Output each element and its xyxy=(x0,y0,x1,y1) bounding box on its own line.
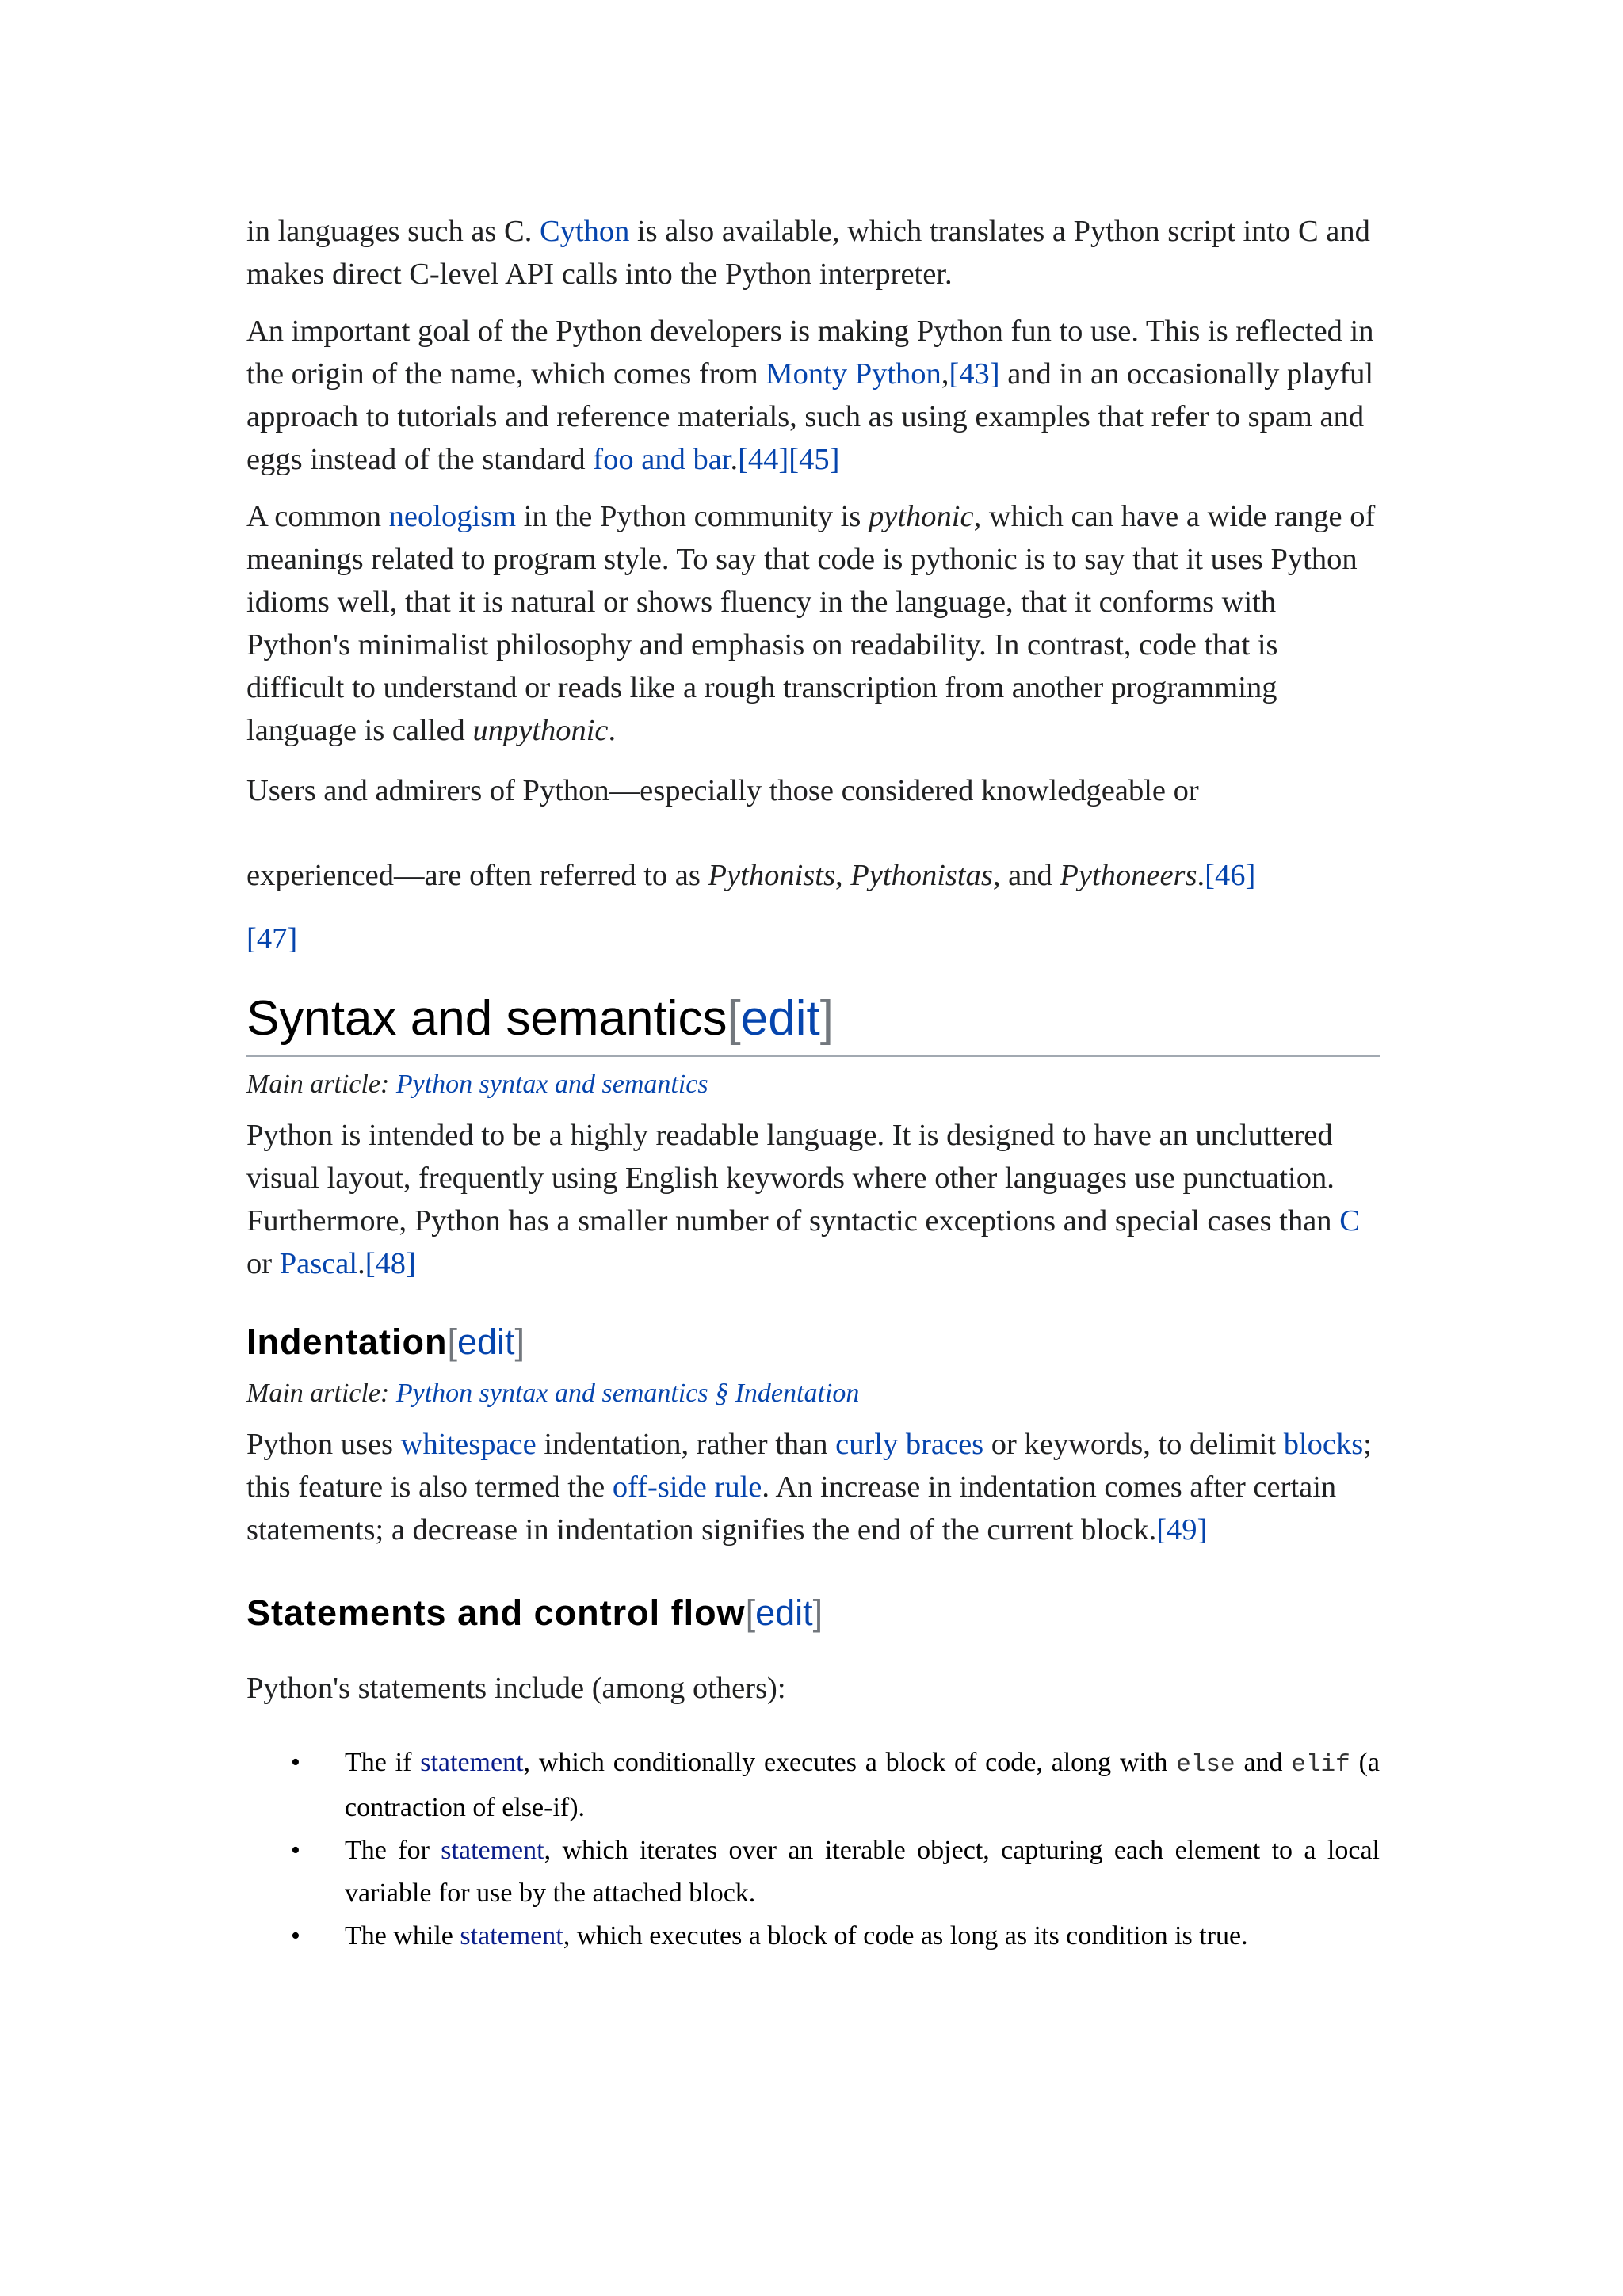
paragraph-fun-to-use: An important goal of the Python developers is making Python fun to use. This is reflected in the origin of the name, which comes from Monty Python,[43] and in an occasionally playful approach to tutorials and reference materials, such as using examples that refer to spam and eggs instead of the standard foo and bar.[44][45] xyxy=(246,315,1374,476)
heading-indentation: Indentation[edit] xyxy=(246,1322,525,1362)
edit-link-statements[interactable]: edit xyxy=(755,1592,813,1633)
bullet-icon: • xyxy=(291,1748,300,1777)
citation-49[interactable]: [49] xyxy=(1156,1513,1208,1547)
link-monty-python[interactable]: Monty Python xyxy=(766,357,941,391)
link-if-statement[interactable]: statement xyxy=(420,1748,524,1777)
citation-43[interactable]: [43] xyxy=(949,357,1000,391)
list-item-while-statement: • The while statement, which executes a block of code as long as its condition is true. xyxy=(345,1915,1380,1958)
bullet-icon: • xyxy=(291,1921,300,1951)
edit-link-syntax[interactable]: edit xyxy=(740,991,820,1046)
edit-section-link: [edit] xyxy=(745,1592,823,1633)
edit-link-indentation[interactable]: edit xyxy=(456,1322,515,1362)
link-c[interactable]: C xyxy=(1339,1204,1360,1238)
code-elif: elif xyxy=(1291,1751,1350,1779)
citation-47[interactable]: [47] xyxy=(246,922,298,955)
edit-section-link: [edit] xyxy=(447,1322,525,1362)
heading-statements-and-control-flow: Statements and control flow[edit] xyxy=(246,1592,823,1633)
paragraph-statements-intro: Python's statements include (among others): xyxy=(246,1672,786,1705)
link-curly-braces[interactable]: curly braces xyxy=(835,1428,984,1461)
link-pascal[interactable]: Pascal xyxy=(279,1247,358,1280)
link-python-syntax-and-semantics[interactable]: Python syntax and semantics xyxy=(395,1070,708,1099)
edit-section-link: [edit] xyxy=(727,991,834,1046)
paragraph-cython: in languages such as C. Cython is also available, which translates a Python script into C and makes direct C-level API calls into the Python interpreter. xyxy=(246,215,1370,291)
bullet-icon: • xyxy=(291,1836,300,1865)
citation-45[interactable]: [45] xyxy=(789,443,840,476)
link-indentation-article[interactable]: Python syntax and semantics § Indentation xyxy=(395,1379,860,1408)
link-for-statement[interactable]: statement xyxy=(441,1836,544,1865)
link-neologism[interactable]: neologism xyxy=(388,500,517,533)
link-foo-and-bar[interactable]: foo and bar xyxy=(593,443,731,476)
link-blocks[interactable]: blocks xyxy=(1283,1428,1364,1461)
link-off-side-rule[interactable]: off-side rule xyxy=(612,1470,762,1504)
citation-44[interactable]: [44] xyxy=(738,443,789,476)
paragraph-pythonic: A common neologism in the Python community is pythonic, which can have a wide range of meanings related to program style. To say that code is pythonic is to say that it uses Python idioms well, that it is natural or shows fluency in the language, that it conforms with Python's minimalist philosophy and emphasis on readability. In contrast, code that is difficult to understand or reads like a rough transcription from another programming language is called unpythonic. xyxy=(246,500,1376,747)
hatnote-main-article-syntax: Main article: Python syntax and semantics xyxy=(246,1070,708,1099)
paragraph-pythonistas-line3 xyxy=(246,917,1380,960)
paragraph-readable-language: Python is intended to be a highly readable language. It is designed to have an uncluttered visual layout, frequently using English keywords where other languages use punctuation. Furthermore, Python has a smaller number of syntactic exceptions and special cases than C or Pascal.[48] xyxy=(246,1119,1360,1280)
hatnote-main-article-indentation: Main article: Python syntax and semantics § Indentation xyxy=(246,1379,860,1408)
statements-list xyxy=(246,1741,1380,1958)
code-else: else xyxy=(1176,1751,1235,1779)
paragraph-indentation: Python uses whitespace indentation, rather than curly braces or keywords, to delimit blocks; this feature is also termed the off-side rule. An increase in indentation comes after certain statements; a decrease in indentation signifies the end of the current block.[49] xyxy=(246,1428,1372,1547)
list-item-for-statement: • The for statement, which iterates over an iterable object, capturing each element to a local variable for use by the attached block. xyxy=(345,1829,1380,1915)
paragraph-pythonistas-line1: Users and admirers of Python—especially those considered knowledgeable or xyxy=(246,774,1199,807)
citation-48[interactable]: [48] xyxy=(365,1247,416,1280)
paragraph-pythonistas-line2: experienced—are often referred to as Pythonists, Pythonistas, and Pythoneers.[46] xyxy=(246,859,1256,892)
citation-46[interactable]: [46] xyxy=(1205,859,1256,892)
link-cython[interactable]: Cython xyxy=(539,215,630,248)
article-content xyxy=(246,210,1380,1958)
list-item-if-statement: • The if statement, which conditionally executes a block of code, along with else and elif (a contraction of else-if). xyxy=(345,1741,1380,1829)
link-while-statement[interactable]: statement xyxy=(460,1921,563,1951)
link-whitespace[interactable]: whitespace xyxy=(400,1428,537,1461)
heading-syntax-and-semantics: Syntax and semantics[edit] xyxy=(246,989,1380,1057)
